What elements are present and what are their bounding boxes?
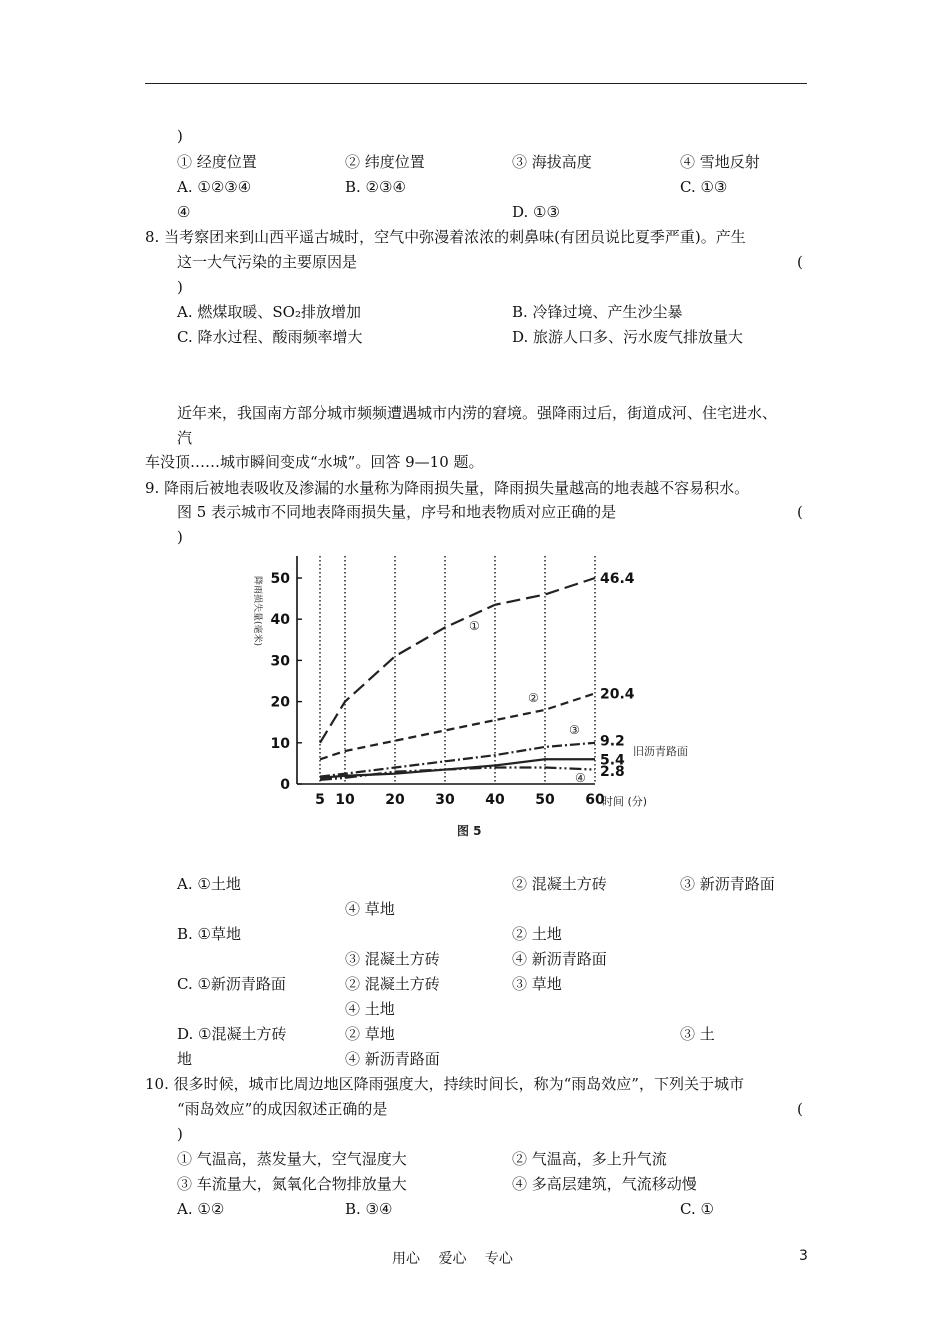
y-axis-label: 降雨损失量(毫米): [252, 576, 262, 647]
q8-option-d: D. 旅游人口多、污水废气排放量大: [512, 328, 744, 346]
q8-option-c: C. 降水过程、酸雨频率增大: [177, 328, 363, 346]
q10-stem-line2: “雨岛效应”的成因叙述正确的是: [177, 1100, 388, 1118]
figure-5-line-chart: [245, 548, 715, 848]
q9-option-d-1: D. ①混凝土方砖: [177, 1025, 287, 1043]
series-line: [320, 578, 595, 743]
series-end-label: 46.4: [600, 571, 635, 587]
series-end-label: 20.4: [600, 686, 635, 703]
intro-line1: 近年来，我国南方部分城市频频遭遇城市内涝的窘境。强降雨过后，街道成河、住宅进水、: [177, 404, 778, 422]
chart-title: 图 5: [457, 824, 482, 838]
y-tick-label: 40: [270, 612, 290, 629]
q7-option-3: ③ 海拔高度: [512, 153, 592, 171]
page-number: 3: [799, 1248, 808, 1264]
series-line: [320, 693, 595, 759]
series-marker-label: ②: [528, 691, 539, 705]
header-rule: [145, 83, 807, 84]
series-marker-label: ③: [569, 723, 580, 737]
q7-answer-c: C. ①③: [680, 178, 728, 196]
q10-option-3: ③ 车流量大，氮氧化合物排放量大: [177, 1175, 407, 1193]
x-tick-label: 50: [535, 792, 555, 808]
y-tick-label: 10: [270, 735, 290, 752]
q8-paren-close: ): [177, 278, 183, 296]
q10-option-1: ① 气温高，蒸发量大，空气湿度大: [177, 1150, 407, 1168]
q9-option-b-4: ④ 新沥青路面: [512, 950, 607, 968]
q9-option-c-3: ③ 草地: [512, 975, 562, 993]
intro-line2: 车没顶……城市瞬间变成“水城”。回答 9—10 题。: [145, 453, 484, 471]
q9-option-b-2: ② 土地: [512, 925, 562, 943]
y-tick-label: 20: [270, 694, 290, 711]
q8-stem-line1: 8. 当考察团来到山西平遥古城时，空气中弥漫着浓浓的刺鼻味(有团员说比夏季严重)。产生: [145, 228, 746, 246]
q10-option-4: ④ 多高层建筑，气流移动慢: [512, 1175, 697, 1193]
q9-option-c-2: ② 混凝土方砖: [345, 975, 440, 993]
y-tick-label: 50: [270, 571, 290, 587]
q7-option-4: ④ 雪地反射: [680, 153, 760, 171]
series-marker-label: ①: [469, 619, 480, 633]
q10-paren-close: ): [177, 1125, 183, 1143]
q7-option-1: ① 经度位置: [177, 153, 257, 171]
q10-paren-open: (: [797, 1100, 803, 1118]
x-tick-label: 20: [385, 792, 405, 808]
q9-option-c-4: ④ 土地: [345, 1000, 395, 1018]
q7-answer-a: A. ①②③④: [177, 178, 252, 196]
series-marker-label: ④: [575, 771, 586, 785]
q9-option-b-3: ③ 混凝土方砖: [345, 950, 440, 968]
q9-paren-close: ): [177, 528, 183, 546]
q7-paren-close: ): [177, 127, 183, 145]
x-tick-label: 60: [585, 792, 605, 808]
q10-stem-line1: 10. 很多时候，城市比周边地区降雨强度大，持续时间长，称为“雨岛效应”，下列关于城市: [145, 1075, 744, 1093]
series-end-label: 2.8: [600, 763, 625, 780]
x-tick-label: 40: [485, 792, 505, 808]
q9-option-d-3-cont: 地: [177, 1050, 193, 1068]
x-tick-label: 5: [315, 792, 325, 808]
q9-option-a-3: ③ 新沥青路面: [680, 875, 775, 893]
q9-stem-line2: 图 5 表示城市不同地表降雨损失量，序号和地表物质对应正确的是: [177, 503, 617, 521]
q7-answer-b: B. ②③④: [345, 178, 406, 196]
series-end-label: 5.4: [600, 752, 625, 769]
q7-option-2: ② 纬度位置: [345, 153, 425, 171]
q10-answer-c: C. ①: [680, 1200, 714, 1218]
q9-option-d-2: ② 草地: [345, 1025, 395, 1043]
x-tick-label: 30: [435, 792, 455, 808]
q9-option-a-1: A. ①土地: [177, 875, 241, 893]
y-tick-label: 0: [280, 777, 290, 793]
x-tick-label: 10: [335, 792, 355, 808]
q7-answer-d: D. ①③: [512, 203, 560, 221]
q7-answer-c-cont: ④: [177, 203, 191, 221]
intro-line1-cont: 汽: [177, 429, 193, 447]
q10-answer-b: B. ③④: [345, 1200, 393, 1218]
y-tick-label: 30: [270, 653, 290, 670]
q10-answer-a: A. ①②: [177, 1200, 225, 1218]
q8-option-b: B. 冷锋过境、产生沙尘暴: [512, 303, 683, 321]
q9-option-c-1: C. ①新沥青路面: [177, 975, 286, 993]
q9-stem-line1: 9. 降雨后被地表吸收及渗漏的水量称为降雨损失量，降雨损失量越高的地表越不容易积水。: [145, 479, 750, 497]
q10-option-2: ② 气温高，多上升气流: [512, 1150, 667, 1168]
q9-option-d-3: ③ 土: [680, 1025, 715, 1043]
q8-stem-line2: 这一大气污染的主要原因是: [177, 253, 358, 271]
x-axis-label: 时间 (分): [602, 795, 648, 808]
q8-option-a: A. 燃煤取暖、SO₂排放增加: [177, 303, 361, 321]
q9-option-a-2: ② 混凝土方砖: [512, 875, 607, 893]
q8-paren-open: (: [797, 253, 803, 271]
series-end-label: 9.2: [600, 733, 625, 750]
q9-option-d-4: ④ 新沥青路面: [345, 1050, 440, 1068]
q9-paren-open: (: [797, 503, 803, 521]
series-name-label: 旧沥青路面: [633, 745, 688, 759]
footer-motto: 用心 爱心 专心: [392, 1251, 513, 1267]
q9-option-a-4: ④ 草地: [345, 900, 395, 918]
q9-option-b-1: B. ①草地: [177, 925, 242, 943]
